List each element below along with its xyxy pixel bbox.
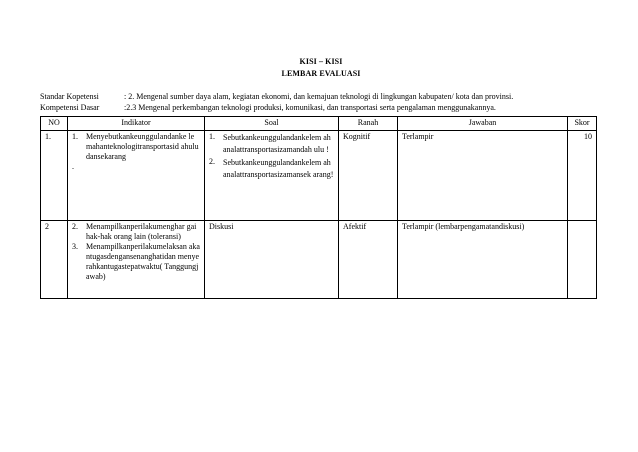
row-skor: 10 bbox=[568, 131, 597, 221]
row-jawaban: Terlampir bbox=[398, 131, 568, 221]
header-soal: Soal bbox=[205, 117, 339, 131]
header-jawaban: Jawaban bbox=[398, 117, 568, 131]
row-soal bbox=[205, 131, 339, 221]
indikator-item bbox=[72, 242, 200, 282]
soal-item-text: Sebutkankeunggulandankelem ahanalattransportasizamandah ulu ! bbox=[223, 133, 331, 155]
evaluation-table bbox=[40, 116, 597, 299]
indikator-extra-dot: . bbox=[72, 162, 74, 171]
soal-item-number: 2. bbox=[209, 156, 215, 166]
standar-kompetensi-label: Standar Kopetensi bbox=[40, 92, 99, 101]
row-ranah: Afektif bbox=[339, 221, 398, 299]
row-ranah: Kognitif bbox=[339, 131, 398, 221]
row-soal: Diskusi bbox=[205, 221, 339, 299]
row-indikator bbox=[68, 221, 205, 299]
header-skor: Skor bbox=[568, 117, 597, 131]
indikator-item-number: 1. bbox=[72, 132, 78, 141]
indikator-item-text: Menyebutkankeunggulandanke lemahanteknologitransportasid ahuludansekarang bbox=[86, 132, 199, 161]
header-no: NO bbox=[41, 117, 68, 131]
soal-item-number: 1. bbox=[209, 132, 215, 141]
indikator-item-text: Menampilkanperilakumenghar gaihak-hak orang lain (toleransi) bbox=[86, 222, 197, 241]
row-jawaban: Terlampir (lembarpengamatandiskusi) bbox=[398, 221, 568, 299]
header-indikator: Indikator bbox=[68, 117, 205, 131]
document-subtitle: LEMBAR EVALUASI bbox=[281, 69, 361, 78]
standar-kompetensi-value: : 2. Mengenal sumber daya alam, kegiatan ekonomi, dan kemajuan teknologi di lingkungan kabupaten/ kota dan provinsi. bbox=[124, 92, 514, 101]
document-title: KISI – KISI bbox=[299, 57, 343, 66]
indikator-item bbox=[72, 132, 200, 162]
indikator-item-number: 3. bbox=[72, 242, 78, 251]
standar-kompetensi-line bbox=[40, 92, 513, 102]
table-row bbox=[41, 221, 597, 299]
soal-item bbox=[209, 157, 334, 182]
soal-item-text: Sebutkankeunggulandankelem ahanalattransportasizamansek arang! bbox=[223, 157, 334, 180]
indikator-item bbox=[72, 222, 200, 242]
indikator-item-text: Menampilkanperilakumelaksan akantugasdengansenanghatidan menyerahkantugastepatwaktu( Tanggungjawab) bbox=[86, 242, 200, 281]
kompetensi-dasar-line bbox=[40, 103, 496, 113]
table-row bbox=[41, 131, 597, 221]
kompetensi-dasar-label: Kompetensi Dasar bbox=[40, 103, 100, 112]
header-ranah: Ranah bbox=[339, 117, 398, 131]
row-skor bbox=[568, 221, 597, 299]
row-indikator bbox=[68, 131, 205, 221]
row-no: 1. bbox=[41, 131, 68, 221]
table-header-row bbox=[41, 117, 597, 131]
kompetensi-dasar-value: :2.3 Mengenal perkembangan teknologi produksi, komunikasi, dan transportasi serta pengalaman menggunakannya. bbox=[124, 103, 496, 112]
indikator-item-number: 2. bbox=[72, 222, 78, 231]
soal-item bbox=[209, 132, 334, 157]
row-no: 2 bbox=[41, 221, 68, 299]
